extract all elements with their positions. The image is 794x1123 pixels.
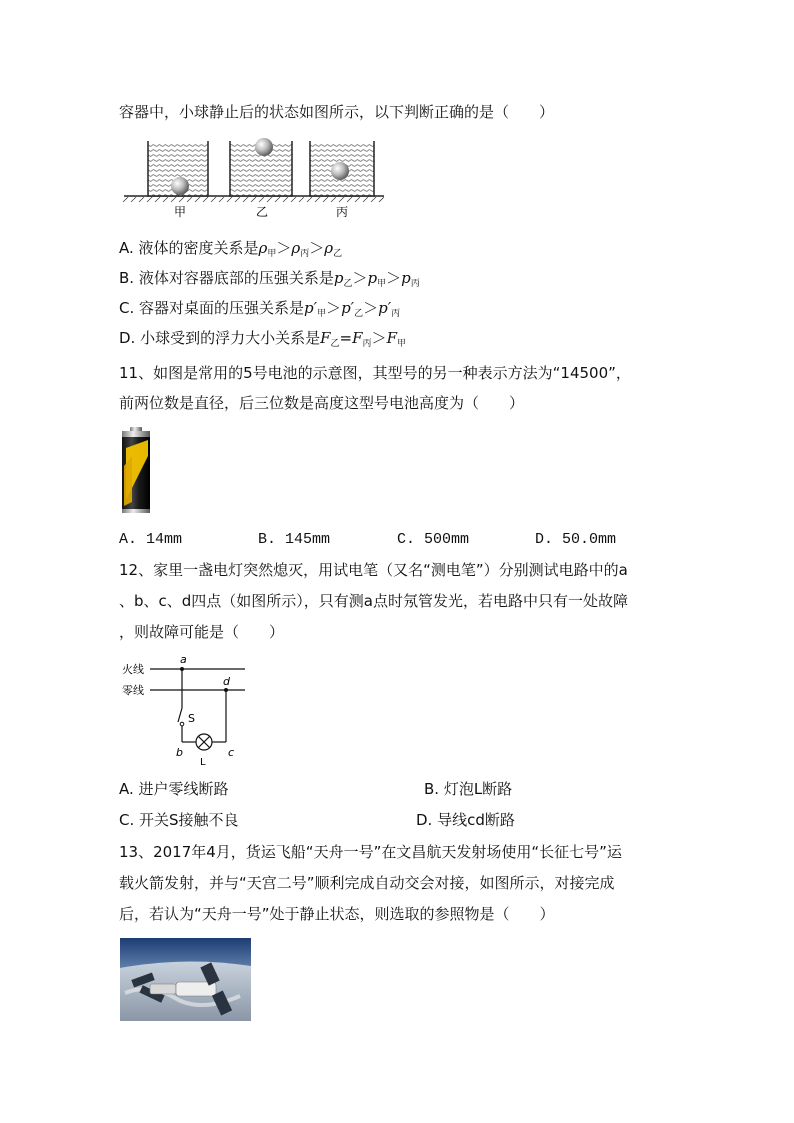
q10-option-b[interactable]: B. 液体对容器底部的压强关系是$p_乙>p_甲>p_丙$ bbox=[119, 269, 420, 289]
q13-stem-line1: 13、2017年4月，货运飞船“天舟一号”在文昌航天发射场使用“长征七号”运 bbox=[119, 843, 622, 861]
q12-stem-line3: ，则故障可能是（ ） bbox=[119, 623, 285, 641]
q12-option-a[interactable]: A. 进户零线断路 bbox=[119, 780, 229, 798]
q13-stem-line3: 后，若认为“天舟一号”处于静止状态，则选取的参照物是（ ） bbox=[119, 905, 555, 923]
q11-option-b[interactable]: B. 145mm bbox=[258, 531, 331, 548]
container-yi bbox=[230, 138, 292, 196]
container-jia bbox=[148, 141, 208, 196]
q12-stem-line1: 12、家里一盏电灯突然熄灭，用试电笔（又名“测电笔”）分别测试电路中的a bbox=[119, 561, 628, 579]
label-neutral-wire: 零线 bbox=[122, 684, 144, 697]
label-bing: 丙 bbox=[335, 205, 349, 219]
label-b: b bbox=[176, 746, 183, 759]
q11-option-a[interactable]: A. 14mm bbox=[119, 531, 183, 548]
label-yi: 乙 bbox=[255, 205, 269, 219]
label-l: L bbox=[200, 757, 206, 768]
q11-stem-line2: 前两位数是直径，后三位数是高度这型号电池高度为（ ） bbox=[119, 394, 525, 412]
q11-option-d[interactable]: D. 50.0mm bbox=[535, 531, 617, 548]
label-live-wire: 火线 bbox=[122, 663, 144, 676]
q10-option-c[interactable]: C. 容器对桌面的压强关系是$p'_甲>p'_乙>p'_丙$ bbox=[119, 299, 401, 319]
q12-option-d[interactable]: D. 导线cd断路 bbox=[416, 811, 515, 829]
ball-yi bbox=[255, 138, 273, 156]
q12-option-b[interactable]: B. 灯泡L断路 bbox=[424, 780, 513, 798]
label-jia: 甲 bbox=[173, 205, 187, 219]
ball-jia bbox=[171, 177, 189, 195]
label-a: a bbox=[180, 653, 187, 666]
container-bing bbox=[310, 141, 374, 196]
ball-bing bbox=[331, 162, 349, 180]
label-d: d bbox=[223, 675, 230, 688]
q11-stem-line1: 11、如图是常用的5号电池的示意图，其型号的另一种表示方法为“14500”， bbox=[119, 364, 631, 382]
containers-figure bbox=[122, 133, 386, 223]
q12-stem-line2: 、b、c、d四点（如图所示），只有测a点时氖管发光，若电路中只有一处故障 bbox=[119, 592, 628, 610]
label-s: S bbox=[188, 712, 195, 725]
circuit-figure bbox=[120, 652, 250, 770]
q10-option-a[interactable]: A. 液体的密度关系是$\rho_甲>\rho_丙>\rho_乙$ bbox=[119, 239, 343, 259]
q10-option-d[interactable]: D. 小球受到的浮力大小关系是$F_乙=F_丙>F_甲$ bbox=[119, 329, 406, 349]
q13-stem-line2: 载火箭发射，并与“天宫二号”顺利完成自动交会对接，如图所示，对接完成 bbox=[119, 874, 615, 892]
spacecraft-photo bbox=[120, 938, 251, 1021]
q11-option-c[interactable]: C. 500mm bbox=[397, 531, 470, 548]
q12-option-c[interactable]: C. 开关S接触不良 bbox=[119, 811, 239, 829]
q10-stem: 容器中，小球静止后的状态如图所示，以下判断正确的是（ ） bbox=[119, 103, 555, 121]
label-c: c bbox=[228, 746, 235, 759]
battery-figure bbox=[118, 426, 154, 514]
tianzhou-module bbox=[150, 984, 176, 994]
